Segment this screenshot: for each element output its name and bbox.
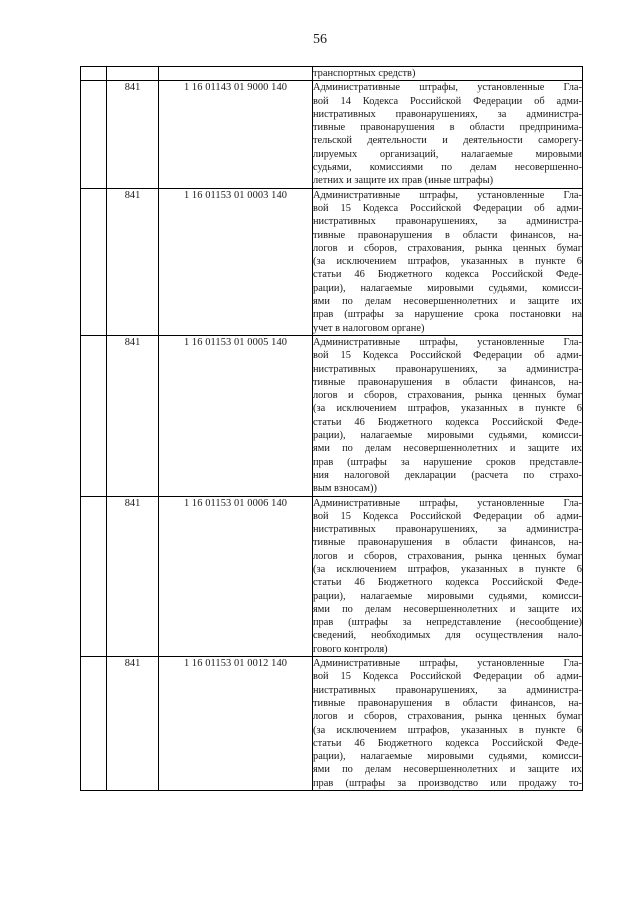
table-row [81, 657, 583, 791]
page-number: 56 [313, 32, 327, 47]
description-line: летних и защите их прав (иные штрафы) [313, 175, 494, 187]
description-line: нистративных правонарушениях, за администра- [313, 363, 582, 375]
description-line: рации), налагаемые мировыми судьями, комисси- [313, 751, 582, 763]
description-line: логов и сборов, страхования, рынка ценных бумаг [313, 550, 582, 562]
budget-codes-table [80, 66, 583, 791]
table-row [81, 496, 583, 657]
description-line: логов и сборов, страхования, рынка ценных бумаг [313, 390, 582, 402]
description-line: нистративных правонарушениях, за администра- [313, 108, 582, 120]
description-line: тивные правонарушения в области финансов, на- [313, 376, 582, 388]
description-line: нистративных правонарушениях, за администра- [313, 684, 582, 696]
description-cell [313, 496, 583, 657]
description-cell [313, 81, 583, 188]
description-line: Административные штрафы, установленные Гла- [313, 82, 582, 94]
table-body [81, 67, 583, 791]
admin-code-cell [107, 67, 159, 81]
description-line: прав (штрафы за нарушение сроков представле- [313, 456, 582, 468]
description-line: статьи 46 Бюджетного кодекса Российской Феде- [313, 577, 582, 589]
table-row [81, 81, 583, 188]
table-row [81, 335, 583, 496]
description-line: вой 15 Кодекса Российской Федерации об адми- [313, 202, 582, 214]
description-line: ния налоговой декларации (расчета по страхо- [313, 469, 582, 481]
budget-code-cell: 1 16 01153 01 0012 140 [159, 657, 313, 791]
description-line: прав (штрафы за непредставление (несообщение) [313, 617, 582, 629]
empty-index-cell [81, 188, 107, 335]
description-line: Административные штрафы, установленные Гла- [313, 189, 582, 201]
description-line: статьи 46 Бюджетного кодекса Российской Феде- [313, 416, 582, 428]
budget-code-cell: 1 16 01143 01 9000 140 [159, 81, 313, 188]
description-line: вым взносам)) [313, 483, 377, 495]
empty-index-cell [81, 657, 107, 791]
description-line: (за исключением штрафов, указанных в пункте 6 [313, 563, 582, 575]
description-line: Административные штрафы, установленные Гла- [313, 336, 582, 348]
description-line: тивные правонарушения в области финансов, на- [313, 697, 582, 709]
description-line: ями по делам несовершеннолетних и защите их [313, 443, 582, 455]
empty-index-cell [81, 81, 107, 188]
description-line: прав (штрафы за нарушение срока постановки на [313, 309, 582, 321]
description-line: статьи 46 Бюджетного кодекса Российской Феде- [313, 737, 582, 749]
budget-code-cell: 1 16 01153 01 0006 140 [159, 496, 313, 657]
description-line: Административные штрафы, установленные Гла- [313, 497, 582, 509]
table-row [81, 67, 583, 81]
budget-code-cell: 1 16 01153 01 0003 140 [159, 188, 313, 335]
description-line: нистративных правонарушениях, за администра- [313, 524, 582, 536]
empty-index-cell [81, 496, 107, 657]
description-line: Административные штрафы, установленные Гла- [313, 658, 582, 670]
description-cell [313, 188, 583, 335]
empty-index-cell [81, 67, 107, 81]
admin-code-cell: 841 [107, 335, 159, 496]
admin-code-cell: 841 [107, 496, 159, 657]
admin-code-cell: 841 [107, 81, 159, 188]
description-cell [313, 335, 583, 496]
admin-code-cell: 841 [107, 188, 159, 335]
budget-code-cell: 1 16 01153 01 0005 140 [159, 335, 313, 496]
description-line: вой 14 Кодекса Российской Федерации об адми- [313, 95, 582, 107]
description-line: ями по делам несовершеннолетних и защите их [313, 296, 582, 308]
description-line: лируемых организаций, налагаемые мировыми [313, 148, 582, 160]
description-line: судьями, комиссиями по делам несовершенно- [313, 162, 582, 174]
empty-index-cell [81, 335, 107, 496]
description-line: вой 15 Кодекса Российской Федерации об адми- [313, 671, 582, 683]
description-line: учет в налоговом органе) [313, 322, 425, 334]
description-line: тивные правонарушения в области финансов, на- [313, 229, 582, 241]
description-line: тельской деятельности и деятельности саморегу- [313, 135, 582, 147]
description-line: вой 15 Кодекса Российской Федерации об адми- [313, 510, 582, 522]
description-line: рации), налагаемые мировыми судьями, комисси- [313, 282, 582, 294]
description-line: логов и сборов, страхования, рынка ценных бумаг [313, 711, 582, 723]
description-cell [313, 657, 583, 791]
description-line: вой 15 Кодекса Российской Федерации об адми- [313, 350, 582, 362]
description-line: тивные правонарушения в области предпринима- [313, 122, 582, 134]
description-line: тивные правонарушения в области финансов, на- [313, 537, 582, 549]
description-cell [313, 67, 583, 81]
description-line: статьи 46 Бюджетного кодекса Российской Феде- [313, 269, 582, 281]
table-row [81, 188, 583, 335]
description-line: (за исключением штрафов, указанных в пункте 6 [313, 403, 582, 415]
description-line: нистративных правонарушениях, за администра- [313, 216, 582, 228]
admin-code-cell: 841 [107, 657, 159, 791]
description-line: рации), налагаемые мировыми судьями, комисси- [313, 590, 582, 602]
description-line: гового контроля) [313, 643, 388, 655]
description-line: логов и сборов, страхования, рынка ценных бумаг [313, 242, 582, 254]
budget-code-cell [159, 67, 313, 81]
description-line: ями по делам несовершеннолетних и защите их [313, 603, 582, 615]
description-line: (за исключением штрафов, указанных в пункте 6 [313, 256, 582, 268]
description-line: (за исключением штрафов, указанных в пункте 6 [313, 724, 582, 736]
description-line: сведений, необходимых для осуществления нало- [313, 630, 582, 642]
description-line: ями по делам несовершеннолетних и защите их [313, 764, 582, 776]
description-line: транспортных средств) [313, 68, 416, 79]
description-line: рации), налагаемые мировыми судьями, комисси- [313, 430, 582, 442]
description-line: прав (штрафы за производство или продажу то- [313, 777, 582, 789]
